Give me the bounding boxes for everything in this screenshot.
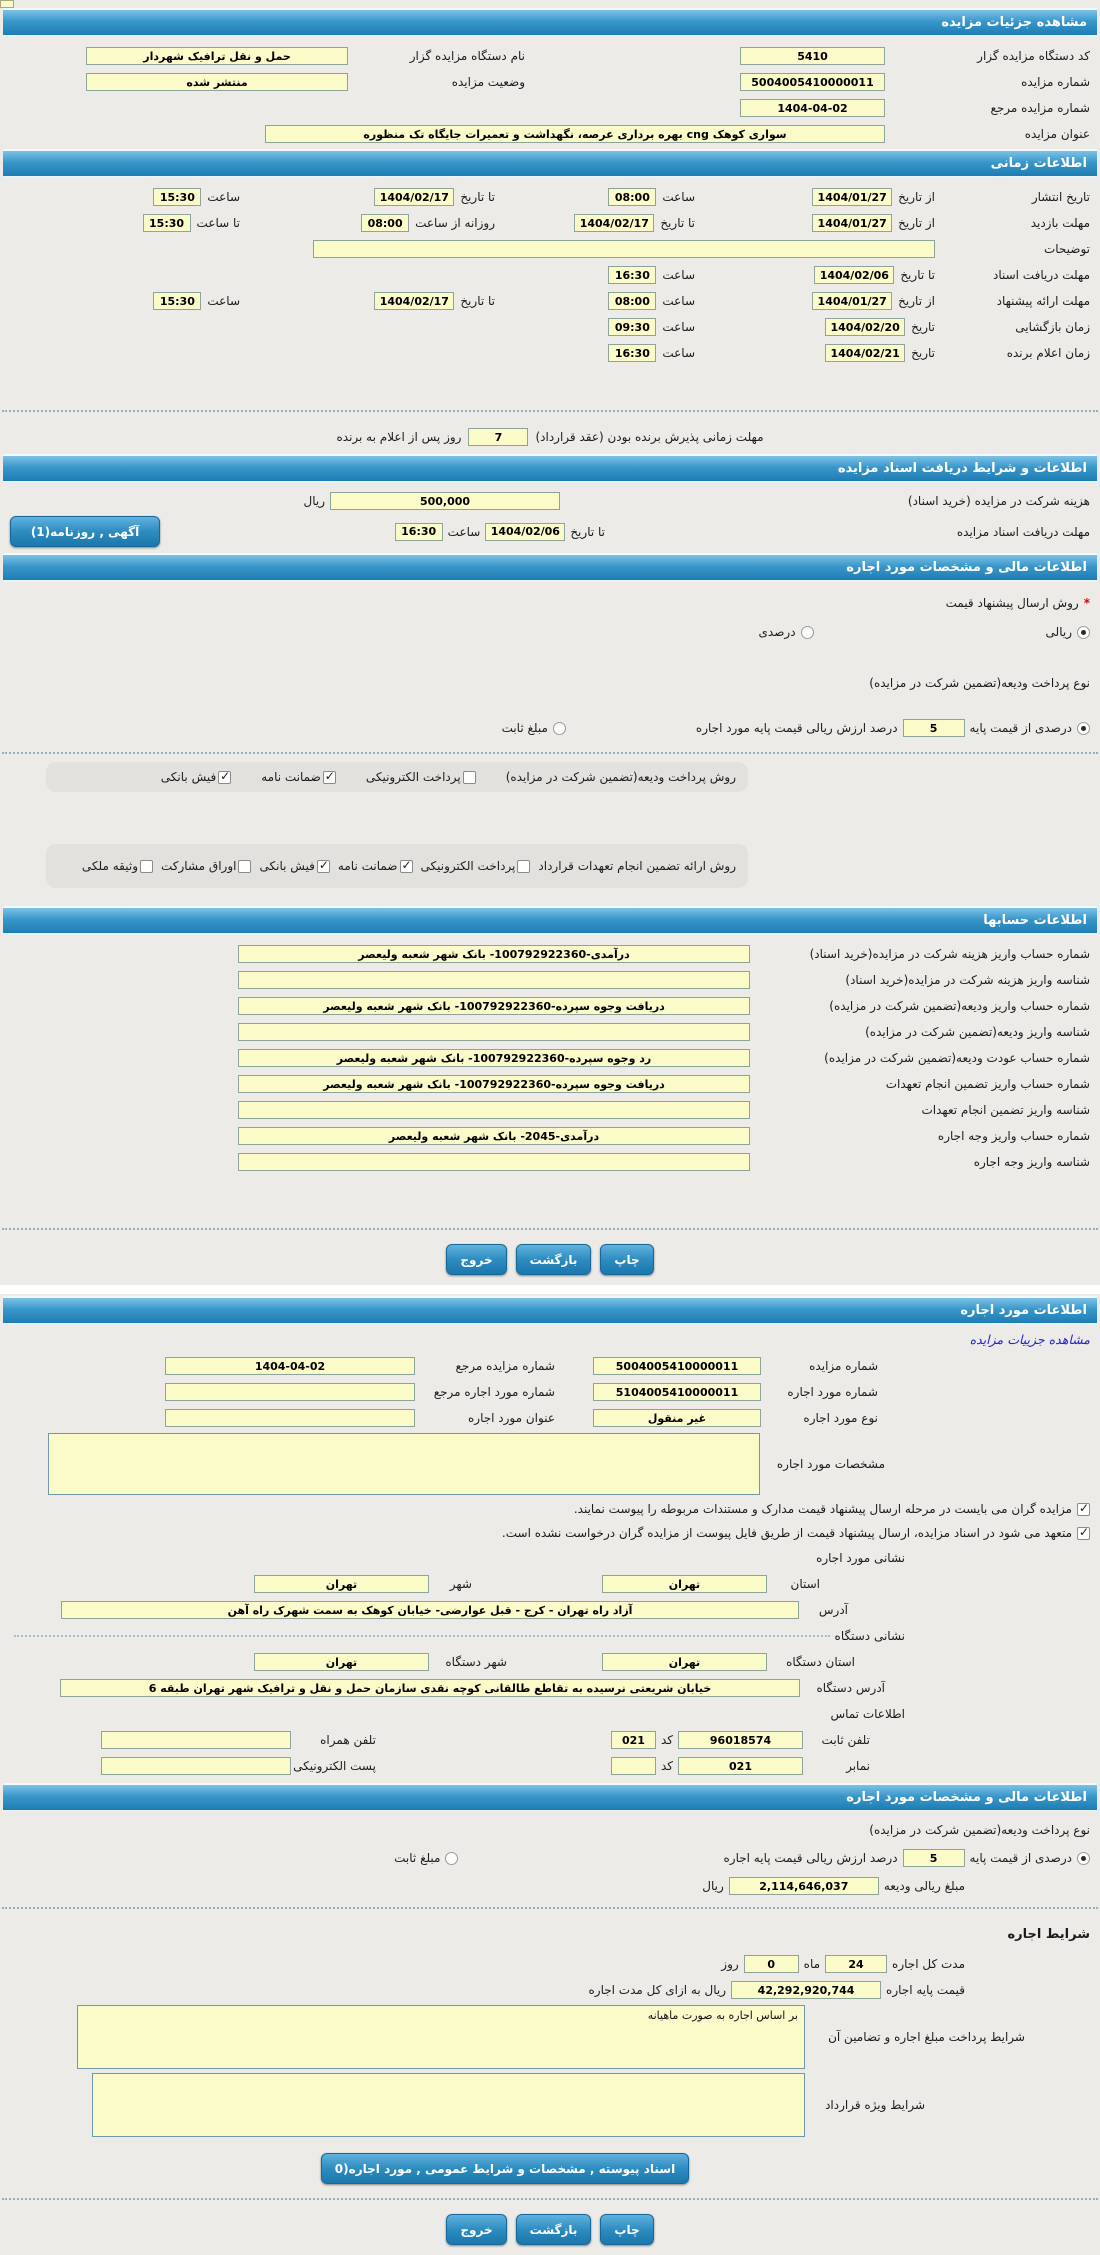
participation-bonds-checkbox[interactable] (238, 860, 251, 873)
item-type-row (0, 1405, 1100, 1431)
code-label: کد (660, 1759, 673, 1773)
guarantee-letter-label: ضمانت نامه (337, 859, 398, 873)
agency-code-label: کد دستگاه مزایده گزار (977, 49, 1090, 63)
account-row (0, 1123, 1100, 1149)
lease-days-field[interactable]: 0 (744, 1955, 799, 1973)
percent-option-label: درصدی (758, 625, 796, 639)
section-header-lease-item: اطلاعات مورد اجاره (3, 1296, 1097, 1325)
attached-docs-button[interactable]: اسناد پیوسته , مشخصات و شرایط عمومی , مورد اجاره(0 (321, 2153, 689, 2184)
publish-from-date-field[interactable]: 1404/01/27 (812, 188, 892, 206)
fixed-amount-radio[interactable] (553, 722, 566, 735)
base-price-unit-label: ریال به ازای کل مدت اجاره (588, 1983, 727, 1997)
divider (2, 752, 1098, 754)
guarantee-letter-label: ضمانت نامه (261, 770, 321, 784)
deposit-return-account-label: شماره حساب عودت ودیعه(تضمین شرکت در مزایده) (824, 1051, 1090, 1065)
deposit-amount-row (0, 1873, 1100, 1899)
publish-to-date-field[interactable]: 1404/02/17 (374, 188, 454, 206)
ref-no-row (0, 95, 1100, 121)
payment-terms-row (0, 2003, 1100, 2071)
docs-deadline-date-field[interactable]: 1404/02/06 (485, 523, 565, 541)
docs-to-date-field[interactable]: 1404/02/06 (814, 266, 894, 284)
item-title-label: عنوان مورد اجاره (467, 1411, 555, 1425)
participation-fee-field[interactable]: 500,000 (330, 492, 560, 510)
hour-label: ساعت (207, 294, 240, 308)
agency-address-label: آدرس دستگاه (816, 1681, 885, 1695)
docs-deadline-label: مهلت دریافت اسناد مزایده (956, 524, 1090, 539)
rial-unit-label: ریال (702, 1879, 724, 1893)
fixed-amount-label: مبلغ ثابت (501, 721, 548, 735)
agency-city-field[interactable]: تهران (254, 1653, 429, 1671)
to-hour-label: تا ساعت (196, 216, 240, 230)
print-button[interactable]: چاپ (600, 1244, 653, 1275)
deposit-return-account-field[interactable]: رد وجوه سپرده-100792922360- بانک شهر شعبه ولیعصر (238, 1049, 750, 1067)
visit-to-date-field[interactable]: 1404/02/17 (574, 214, 654, 232)
item-type-field[interactable]: غیر منقول (593, 1409, 761, 1427)
payment-terms-label: شرایط پرداخت مبلغ اجاره و تضامین آن (828, 2030, 1025, 2044)
exit-button[interactable]: خروج (446, 1244, 506, 1275)
offer-from-time-field[interactable]: 08:00 (608, 292, 656, 310)
publish-date-row (0, 184, 1100, 210)
item-no-row (0, 1379, 1100, 1405)
lease-duration-row (0, 1951, 1100, 1977)
exit-button[interactable]: خروج (446, 2214, 506, 2245)
agency-code-field[interactable]: 5410 (740, 47, 885, 65)
from-date-label: از تاریخ (898, 190, 935, 204)
deposit-base-options-row (0, 712, 1100, 744)
details-link-row (0, 1325, 1100, 1353)
percent-base-radio[interactable] (1077, 1852, 1090, 1865)
deposit-amount-field[interactable]: 2,114,646,037 (729, 1877, 879, 1895)
fixed-amount-radio[interactable] (445, 1852, 458, 1865)
to-date-label: تا تاریخ (460, 190, 495, 204)
agency-province-label: استان دستگاه (786, 1655, 855, 1669)
winner-announce-label: زمان اعلام برنده (1006, 346, 1090, 360)
corner-artifact (0, 0, 14, 8)
electronic-payment-checkbox[interactable] (463, 771, 476, 784)
base-price-row (0, 1977, 1100, 2003)
obligation-id-label: شناسه واریز تضمین انجام تعهدات (921, 1103, 1090, 1117)
opening-time-field[interactable]: 09:30 (608, 318, 656, 336)
offer-to-date-field[interactable]: 1404/02/17 (374, 292, 454, 310)
docs-to-time-field[interactable]: 16:30 (608, 266, 656, 284)
auction-details-link[interactable]: مشاهده جزییات مزایده (969, 1331, 1090, 1347)
deposit-type-label: نوع پرداخت ودیعه(تضمین شرکت در مزایده) (869, 1823, 1090, 1837)
account-row (0, 967, 1100, 993)
ref-no-field[interactable]: 1404-04-02 (740, 99, 885, 117)
bank-receipt-label: فیش بانکی (259, 859, 315, 873)
deposit-id-label: شناسه واریز ودیعه(تضمین شرکت در مزایده) (865, 1025, 1090, 1039)
agency-address-row (0, 1675, 1100, 1701)
address-field[interactable]: آزاد راه تهران - کرج - قبل عوارضی- خیابان کوهک به سمت شهرک راه آهن (61, 1601, 799, 1619)
visit-deadline-row (0, 210, 1100, 236)
account-row (0, 1071, 1100, 1097)
percent-desc-label: درصد ارزش ریالی قیمت پایه اجاره (723, 1851, 898, 1865)
date-label: تاریخ (911, 320, 935, 334)
winner-announce-row (0, 340, 1100, 366)
divider (2, 1907, 1098, 1909)
item-address-row (0, 1597, 1100, 1623)
lease-terms-section-row (0, 1917, 1100, 1951)
docs-deadline-row (0, 514, 1100, 549)
percent-base-label: درصدی از قیمت پایه (969, 1851, 1072, 1865)
lease-months-field[interactable]: 24 (825, 1955, 887, 1973)
bank-receipt-label: فیش بانکی (160, 770, 217, 784)
print-button[interactable]: چاپ (600, 2214, 653, 2245)
item-specs-row (0, 1431, 1100, 1497)
hour-label: ساعت (662, 190, 695, 204)
fee-deposit-id-field[interactable] (238, 971, 750, 989)
deposit-method-label: روش پرداخت ودیعه(تضمین شرکت در مزایده) (505, 770, 736, 784)
agency-name-label: نام دستگاه مزایده گزار (409, 49, 525, 63)
winner-announce-date-field[interactable]: 1404/02/21 (825, 344, 905, 362)
lease-duration-label: مدت کل اجاره (892, 1957, 965, 1971)
percent-radio[interactable] (801, 626, 814, 639)
visit-deadline-label: مهلت بازدید (1030, 216, 1090, 230)
deposit-percent-field[interactable]: 5 (903, 1849, 965, 1867)
code-label: کد (660, 1733, 673, 1747)
from-date-label: از تاریخ (898, 294, 935, 308)
fax-row (0, 1753, 1100, 1779)
deposit-type-label: نوع پرداخت ودیعه(تضمین شرکت در مزایده) (869, 676, 1090, 690)
item-no-field[interactable]: 5104005410000011 (593, 1383, 761, 1401)
status-label: وضعیت مزایده (451, 75, 525, 89)
participation-fee-row (0, 488, 1100, 514)
section-header-financial-specs: اطلاعات مالی و مشخصات مورد اجاره (3, 553, 1097, 582)
obligation-account-label: شماره حساب واریز تضمین انجام تعهدات (885, 1077, 1090, 1091)
note-row (0, 1497, 1100, 1521)
mobile-field[interactable] (101, 1731, 291, 1749)
section-header-financial-specs-2: اطلاعات مالی و مشخصات مورد اجاره (3, 1783, 1097, 1812)
award-days-field[interactable]: 7 (468, 428, 528, 446)
auction-title-field[interactable]: سواری کوهک cng بهره برداری عرصه، نگهداشت و تعمیرات جایگاه تک منظوره (265, 125, 885, 143)
section-header-auction-details: مشاهده جزئیات مزایده (3, 8, 1097, 37)
contact-section-label: اطلاعات تماس (830, 1707, 905, 1721)
agency-address-section-row (0, 1623, 1100, 1649)
deposit-method-band (46, 762, 748, 792)
panel-gap (0, 1285, 1100, 1294)
account-row (0, 1019, 1100, 1045)
auction-no-label: شماره مزایده (1021, 75, 1090, 89)
opening-time-row (0, 314, 1100, 340)
fee-deposit-account-label: شماره حساب واریز هزینه شرکت در مزایده(خرید اسناد) (809, 947, 1090, 961)
percent-base-label: درصدی از قیمت پایه (969, 721, 1072, 735)
attach-docs-checkbox[interactable] (1077, 1503, 1090, 1516)
item-address-section-row (0, 1545, 1100, 1571)
no-file-request-note: متعهد می شود در اسناد مزایده، ارسال پیشنهاد قیمت از طریق فایل پیوست از مزایده گران درخواست نشده است. (501, 1526, 1072, 1540)
item-specs-label: مشخصات مورد اجاره (776, 1457, 885, 1471)
item-type-label: نوع مورد اجاره (803, 1411, 878, 1425)
agency-name-field[interactable]: حمل و نقل ترافیک شهردار (86, 47, 348, 65)
auction-title-row (0, 121, 1100, 147)
deposit-account-field[interactable]: دریافت وجوه سپرده-100792922360- بانک شهر شعبه ولیعصر (238, 997, 750, 1015)
hour-label: ساعت (447, 524, 481, 539)
award-acceptance-label: مهلت زمانی پذیرش برنده بودن (عقد قرارداد) (535, 430, 764, 444)
special-terms-label: شرایط ویژه قرارداد (825, 2098, 925, 2112)
phone-label: تلفن ثابت (821, 1733, 870, 1747)
divider (2, 2198, 1098, 2200)
deposit-percent-field[interactable]: 5 (903, 719, 965, 737)
award-acceptance-suffix: روز پس از اعلام به برنده (336, 430, 462, 444)
obligation-id-field[interactable] (238, 1101, 750, 1119)
send-method-row (0, 590, 1100, 616)
city-label: شهر (449, 1577, 472, 1591)
agency-row (0, 43, 1100, 69)
divider (2, 410, 1098, 412)
city-field[interactable]: تهران (254, 1575, 429, 1593)
auction-ref-field[interactable]: 1404-04-02 (165, 1357, 415, 1375)
agency-address-section-label: نشانی دستگاه (834, 1629, 905, 1643)
winner-announce-time-field[interactable]: 16:30 (608, 344, 656, 362)
agency-address-field[interactable]: خیابان شریعتی نرسیده به تقاطع طالقانی کوچه نقدی سازمان حمل و نقل و ترافیک شهر تهران طبقه 6 (60, 1679, 800, 1697)
agency-city-label: شهر دستگاه (445, 1655, 507, 1669)
award-acceptance-row (0, 420, 1100, 454)
agency-province-row (0, 1649, 1100, 1675)
month-unit-label: ماه (803, 1957, 821, 1971)
account-row (0, 1097, 1100, 1123)
deposit-base-options-row-2 (0, 1843, 1100, 1873)
day-unit-label: روز (721, 1957, 739, 1971)
guarantee-method-band (46, 844, 748, 888)
rent-id-field[interactable] (238, 1153, 750, 1171)
fee-deposit-id-label: شناسه واریز هزینه شرکت در مزایده(خرید اسناد) (845, 973, 1090, 987)
opening-date-field[interactable]: 1404/02/20 (825, 318, 905, 336)
account-row (0, 1149, 1100, 1175)
province-label: استان (790, 1577, 820, 1591)
section-header-docs-terms: اطلاعات و شرایط دریافت اسناد مزایده (3, 454, 1097, 483)
hour-label: ساعت (662, 320, 695, 334)
rent-account-field[interactable]: درآمدی-2045- بانک شهر شعبه ولیعصر (238, 1127, 750, 1145)
back-button[interactable]: بازگشت (516, 1244, 592, 1275)
auction-no-row (0, 1353, 1100, 1379)
rial-unit-label: ریال (303, 494, 325, 508)
deposit-id-field[interactable] (238, 1023, 750, 1041)
no-file-request-checkbox[interactable] (1077, 1527, 1090, 1540)
auction-ref-label: شماره مزایده مرجع (455, 1359, 555, 1373)
lease-terms-section-label: شرایط اجاره (1007, 1926, 1090, 1942)
offer-deadline-label: مهلت ارائه پیشنهاد (996, 294, 1090, 308)
payment-terms-textarea[interactable]: بر اساس اجاره به صورت ماهیانه (77, 2005, 805, 2069)
fax-field[interactable]: 021 (678, 1757, 803, 1775)
deposit-type-row-2 (0, 1817, 1100, 1843)
participation-bonds-label: اوراق مشارکت (161, 859, 237, 873)
publish-date-label: تاریخ انتشار (1031, 190, 1090, 204)
phone-field[interactable]: 96018574 (678, 1731, 803, 1749)
descriptions-label: توضیحات (1043, 242, 1090, 256)
guarantee-letter-checkbox[interactable] (323, 771, 336, 784)
section-header-accounts: اطلاعات حسابها (3, 906, 1097, 935)
participation-fee-label: هزینه شرکت در مزایده (خرید اسناد) (907, 494, 1090, 508)
item-province-row (0, 1571, 1100, 1597)
attach-docs-note: مزایده گران می بایست در مرحله ارسال پیشنهاد قیمت مدارک و مستندات مربوطه را پیوست نمایند. (573, 1502, 1072, 1516)
deposit-account-label: شماره حساب واریز ودیعه(تضمین شرکت در مزایده) (829, 999, 1090, 1013)
publish-to-time-field[interactable]: 15:30 (153, 188, 201, 206)
hour-label: ساعت (662, 346, 695, 360)
ref-no-label: شماره مزایده مرجع (990, 101, 1090, 115)
divider (2, 1228, 1098, 1230)
rent-account-label: شماره حساب واریز وجه اجاره (937, 1129, 1090, 1143)
back-button[interactable]: بازگشت (516, 2214, 592, 2245)
base-price-field[interactable]: 42,292,920,744 (731, 1981, 881, 1999)
docs-deadline-time-field[interactable]: 16:30 (395, 523, 443, 541)
deposit-type-row (0, 670, 1100, 696)
visit-daily-from-time-field[interactable]: 08:00 (361, 214, 409, 232)
section-header-time-info: اطلاعات زمانی (3, 149, 1097, 178)
hour-label: ساعت (662, 268, 695, 282)
offer-from-date-field[interactable]: 1404/01/27 (812, 292, 892, 310)
status-field[interactable]: منتشر شده (86, 73, 348, 91)
fax-label: نمابر (846, 1759, 870, 1773)
fixed-amount-label: مبلغ ثابت (394, 1851, 441, 1865)
fee-deposit-account-field[interactable]: درآمدی-100792922360- بانک شهر شعبه ولیعصر (238, 945, 750, 963)
to-date-label: تا تاریخ (660, 216, 695, 230)
hour-label: ساعت (207, 190, 240, 204)
auction-title-label: عنوان مزایده (1024, 127, 1090, 141)
note-row (0, 1521, 1100, 1545)
docs-receive-deadline-row (0, 262, 1100, 288)
contact-section-row (0, 1701, 1100, 1727)
auction-no-field[interactable]: 5004005410000011 (740, 73, 885, 91)
auction-no-field[interactable]: 5004005410000011 (593, 1357, 761, 1375)
special-terms-textarea[interactable] (92, 2073, 805, 2137)
descriptions-row (0, 236, 1100, 262)
property-collateral-label: وثیقه ملکی (81, 859, 139, 873)
auction-no-row (0, 69, 1100, 95)
account-row (0, 941, 1100, 967)
to-date-label: تا تاریخ (900, 268, 935, 282)
item-title-field[interactable] (165, 1409, 415, 1427)
date-label: تاریخ (911, 346, 935, 360)
electronic-payment-checkbox[interactable] (517, 860, 530, 873)
rent-id-label: شناسه واریز وجه اجاره (973, 1155, 1090, 1169)
account-row (0, 993, 1100, 1019)
property-collateral-checkbox[interactable] (140, 860, 153, 873)
newspaper-ad-button[interactable]: آگهی , روزنامه(1) (10, 516, 160, 547)
to-date-label: تا تاریخ (570, 524, 605, 539)
descriptions-field[interactable] (313, 240, 935, 258)
mobile-label: تلفن همراه (320, 1733, 376, 1747)
deposit-amount-label: مبلغ ریالی ودیعه (883, 1879, 965, 1893)
item-ref-label: شماره مورد اجاره مرجع (433, 1385, 555, 1399)
bank-receipt-checkbox[interactable] (317, 860, 330, 873)
item-address-section-label: نشانی مورد اجاره (816, 1551, 905, 1565)
province-field[interactable]: تهران (602, 1575, 767, 1593)
price-type-options-row (0, 616, 1100, 648)
special-terms-row (0, 2071, 1100, 2139)
percent-base-radio[interactable] (1077, 722, 1090, 735)
to-date-label: تا تاریخ (460, 294, 495, 308)
item-ref-field[interactable] (165, 1383, 415, 1401)
phone-row (0, 1727, 1100, 1753)
obligation-account-field[interactable]: دریافت وجوه سپرده-100792922360- بانک شهر شعبه ولیعصر (238, 1075, 750, 1093)
panel1-buttons (0, 1238, 1100, 1285)
required-asterisk: * (1083, 596, 1090, 610)
electronic-payment-label: پرداخت الکترونیکی (365, 770, 461, 784)
daily-from-hour-label: روزانه از ساعت (415, 216, 495, 230)
opening-time-label: زمان بازگشایی (1015, 320, 1090, 334)
account-row (0, 1045, 1100, 1071)
item-specs-textarea[interactable] (48, 1433, 760, 1495)
email-field[interactable] (101, 1757, 291, 1775)
address-label: آدرس (818, 1603, 848, 1617)
percent-desc-label: درصد ارزش ریالی قیمت پایه مورد اجاره (695, 721, 898, 735)
fax-code-field[interactable] (611, 1757, 656, 1775)
docs-receive-deadline-label: مهلت دریافت اسناد (992, 268, 1090, 282)
item-no-label: شماره مورد اجاره (787, 1385, 878, 1399)
offer-deadline-row (0, 288, 1100, 314)
bank-receipt-checkbox[interactable] (218, 771, 231, 784)
auction-no-label: شماره مزایده (809, 1359, 878, 1373)
phone-code-field[interactable]: 021 (611, 1731, 656, 1749)
publish-from-time-field[interactable]: 08:00 (608, 188, 656, 206)
rial-radio[interactable] (1077, 626, 1090, 639)
guarantee-letter-checkbox[interactable] (400, 860, 413, 873)
from-date-label: از تاریخ (898, 216, 935, 230)
hour-label: ساعت (662, 294, 695, 308)
lease-item-panel (0, 1294, 1100, 2255)
visit-to-time-field[interactable]: 15:30 (143, 214, 191, 232)
rial-option-label: ریالی (1045, 625, 1072, 639)
panel2-buttons (0, 2208, 1100, 2255)
guarantee-method-label: روش ارائه تضمین انجام تعهدات قرارداد (538, 859, 736, 873)
send-method-label: روش ارسال پیشنهاد قیمت (945, 596, 1079, 610)
offer-to-time-field[interactable]: 15:30 (153, 292, 201, 310)
email-label: پست الکترونیکی (293, 1759, 376, 1773)
dotted-line (14, 1635, 830, 1637)
agency-province-field[interactable]: تهران (602, 1653, 767, 1671)
visit-from-date-field[interactable]: 1404/01/27 (812, 214, 892, 232)
electronic-payment-label: پرداخت الکترونیکی (420, 859, 516, 873)
base-price-label: قیمت پایه اجاره (886, 1983, 965, 1997)
